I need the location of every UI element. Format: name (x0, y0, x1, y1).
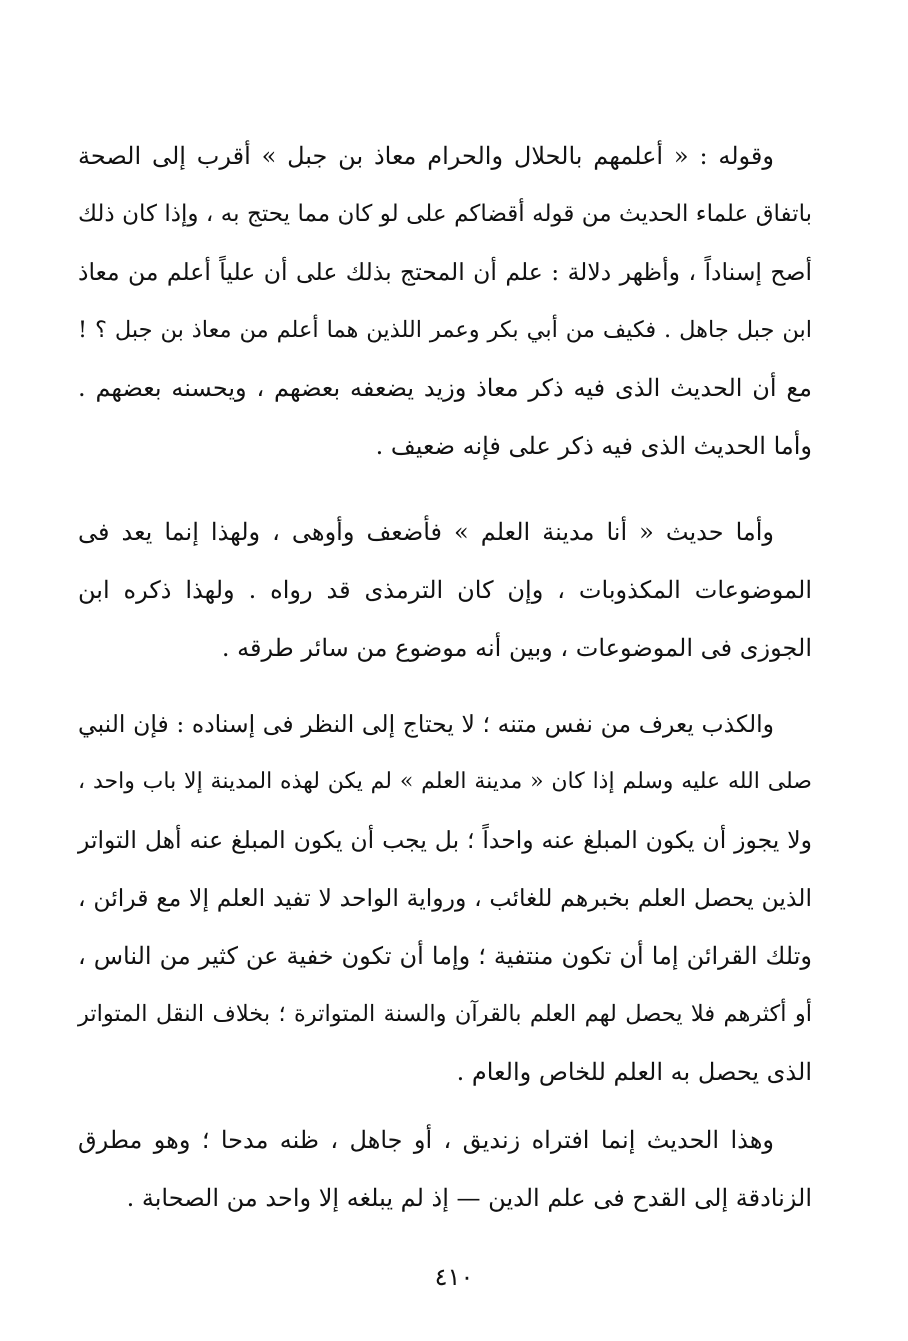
paragraph-4 (78, 1111, 812, 1227)
text-line: مع أن الحديث الذى فيه ذكر معاذ وزيد يضعفه بعضهم ، ويحسنه بعضهم . (78, 374, 812, 402)
text-line: ابن جبل جاهل . فكيف من أبي بكر وعمر اللذين هما أعلم من معاذ بن جبل ؟ ! (78, 317, 812, 343)
text-line: الجوزى فى الموضوعات ، وبين أنه موضوع من سائر طرقه . (221, 634, 812, 662)
text-line: أو أكثرهم فلا يحصل لهم العلم بالقرآن والسنة المتواترة ؛ بخلاف النقل المتواتر (78, 1001, 812, 1027)
text-line: ولا يجوز أن يكون المبلغ عنه واحداً ؛ بل يجب أن يكون المبلغ عنه أهل التواتر (78, 826, 812, 854)
text-line: الموضوعات المكذوبات ، وإن كان الترمذى قد رواه . ولهذا ذكره ابن (78, 576, 812, 604)
text-line: وأما الحديث الذى فيه ذكر على فإنه ضعيف . (375, 432, 812, 460)
text-line: وقوله : « أعلمهم بالحلال والحرام معاذ بن جبل » أقرب إلى الصحة (78, 142, 774, 170)
paragraph-3 (78, 695, 812, 1101)
paragraph-1 (78, 127, 812, 475)
text-line: وهذا الحديث إنما افتراه زنديق ، أو جاهل ، ظنه مدحا ؛ وهو مطرق (78, 1126, 774, 1154)
text-line: باتفاق علماء الحديث من قوله أقضاكم على لو كان مما يحتج به ، وإذا كان ذلك (78, 201, 812, 227)
text-line: صلى الله عليه وسلم إذا كان « مدينة العلم » لم يكن لهذه المدينة إلا باب واحد ، (78, 769, 812, 794)
text-line: الذى يحصل به العلم للخاص والعام . (456, 1058, 812, 1086)
text-line: أصح إسناداً ، وأظهر دلالة : علم أن المحتج بذلك على أن علياً أعلم من معاذ (78, 258, 812, 286)
text-line: الذين يحصل العلم بخبرهم للغائب ، ورواية الواحد لا تفيد العلم إلا مع قرائن ، (78, 884, 812, 912)
text-line: الزنادقة إلى القدح فى علم الدين — إذ لم يبلغه إلا واحد من الصحابة . (126, 1184, 812, 1212)
paragraph-2 (78, 503, 812, 677)
text-line: وأما حديث « أنا مدينة العلم » فأضعف وأوهى ، ولهذا إنما يعد فى (78, 518, 774, 546)
text-line: وتلك القرائن إما أن تكون منتفية ؛ وإما أن تكون خفية عن كثير من الناس ، (78, 942, 812, 970)
page-number: ٤١٠ (434, 1263, 474, 1291)
text-line: والكذب يعرف من نفس متنه ؛ لا يحتاج إلى النظر فى إسناده : فإن النبي (78, 710, 774, 738)
